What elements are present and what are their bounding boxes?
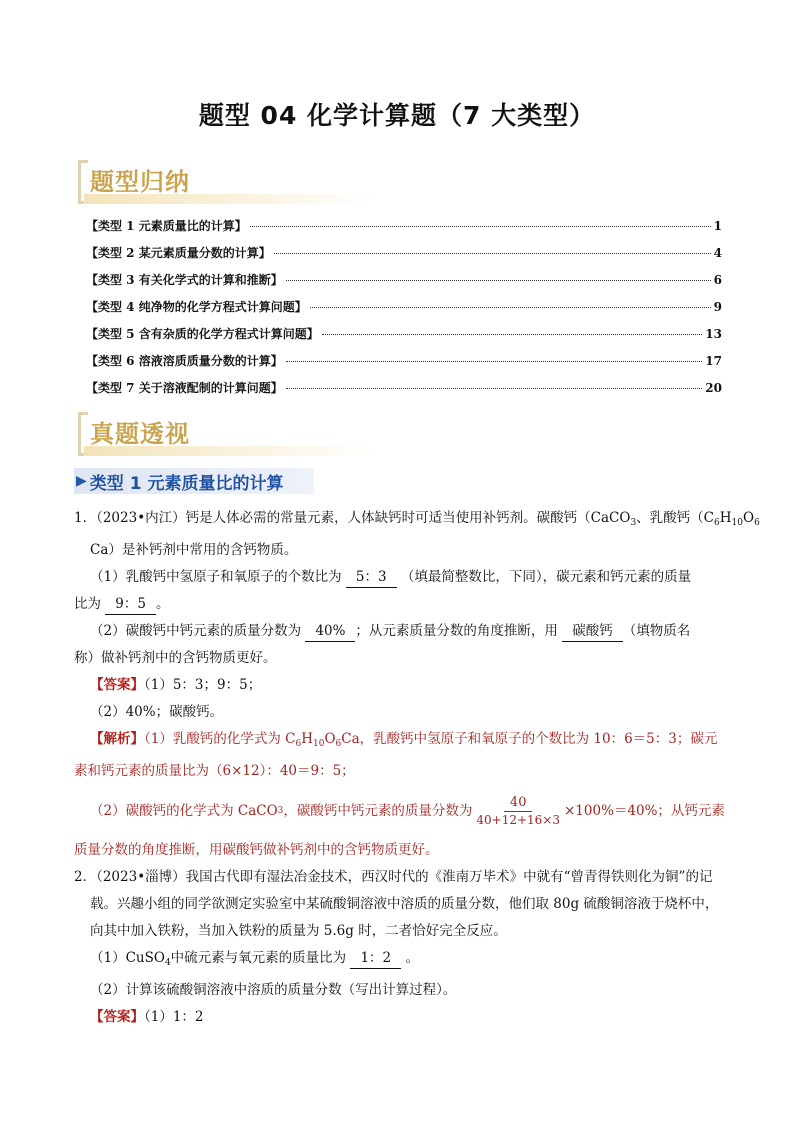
toc-label: 【类型 3 有关化学式的计算和推断】 [86,273,283,287]
toc-page-number: 9 [713,300,722,314]
toc-label: 【类型 4 纯净物的化学方程式计算问题】 [86,300,307,314]
q1-part2-cont: 称）做补钙剂中的含钙物质更好。 [74,650,277,666]
section-title: 真题透视 [90,420,190,448]
toc-entry[interactable] [86,352,722,379]
toc-leader-dots [286,361,703,362]
q2-part2: （2）计算该硫酸铜溶液中溶质的质量分数（写出计算过程）。 [90,982,457,998]
q2-stem-line2: 载。兴趣小组的同学欲测定实验室中某硫酸铜溶液中溶质的质量分数，他们取 80g 硫酸铜溶液于烧杯中， [90,896,719,912]
toc-leader-dots [250,226,711,227]
q1-explanation-3: （2）碳酸钙的化学式为 CaCO 3 ，碳酸钙中钙元素的质量分数为 $\frac{40}{40+12+16\times 3}$ ×100%＝40%；从钙元素 [90,794,725,827]
toc-page-number: 13 [705,327,722,341]
q1-part1-cont: 比为 9：5 。 [74,591,734,618]
question-content [74,505,760,1031]
toc-leader-dots [274,253,711,254]
toc-leader-dots [310,307,711,308]
q1-part2: （2）碳酸钙中钙元素的质量分数为 40% ；从元素质量分数的角度推断，用 碳酸钙 （填物质名 [74,618,734,645]
q1-stem-line2: Ca）是补钙剂中常用的含钙物质。 [90,542,298,558]
toc-entry[interactable] [86,217,722,244]
q1-explanation: 【解析】（1）乳酸钙的化学式为 $C_6H_{10}O_6Ca$，乳酸钙中氢原子和氧原子的个数比为 10：6＝5：3；碳元 [90,731,718,749]
fraction: $\frac{40}{40+12+16\times 3}$ [476,794,560,827]
toc-page-number: 4 [713,246,722,260]
answer-blank: 1：2 [350,948,401,969]
section-banner-exam [78,412,378,458]
toc-entry[interactable] [86,325,722,352]
section-title: 题型归纳 [90,168,190,196]
toc-label: 【类型 1 元素质量比的计算】 [86,219,247,233]
table-of-contents [86,217,722,406]
toc-label: 【类型 2 某元素质量分数的计算】 [86,246,271,260]
toc-page-number: 6 [713,273,722,287]
q1-explanation-2: 素和钙元素的质量比为（6×12）：40＝9：5； [74,763,355,779]
toc-label: 【类型 5 含有杂质的化学方程式计算问题】 [86,327,319,341]
toc-leader-dots [286,280,711,281]
answer-blank: 9：5 [105,594,156,615]
toc-leader-dots [322,334,703,335]
toc-page-number: 17 [705,354,722,368]
type-header-label: 类型 1 元素质量比的计算 [89,473,284,494]
type-1-header [74,468,314,494]
toc-page-number: 1 [713,219,722,233]
q1-stem-line1: 1．（2023•内江）钙是人体必需的常量元素，人体缺钙时可适当使用补钙剂。碳酸钙（CaCO$_3$、乳酸钙（$C_6H_{10}O_6$ [74,510,760,528]
toc-page-number: 20 [705,381,722,395]
section-banner-summary [78,160,378,206]
answer-blank: 40% [305,621,355,642]
answer-blank: 5：3 [346,567,397,588]
toc-entry[interactable] [86,379,722,406]
q1-part1: （1）乳酸钙中氢原子和氧原子的个数比为 5：3 （填最简整数比，下同），碳元素和钙元素的质量 [74,564,734,591]
toc-entry[interactable] [86,271,722,298]
q1-answer-2: （2）40%；碳酸钙。 [90,704,224,720]
toc-label: 【类型 7 关于溶液配制的计算问题】 [86,381,283,395]
q2-part1: （1）CuSO$_4$中硫元素与氧元素的质量比为 1：2 。 [90,950,419,968]
page-title: 题型 04 化学计算题（7 大类型） [198,101,596,130]
toc-label: 【类型 6 溶液溶质质量分数的计算】 [86,354,283,368]
q2-stem-line3: 向其中加入铁粉，当加入铁粉的质量为 5.6g 时，二者恰好完全反应。 [90,923,507,939]
play-arrow-icon: ▶ [76,473,87,489]
answer-blank: 碳酸钙 [562,621,623,642]
q2-stem-line1: 2．（2023•淄博）我国古代即有湿法冶金技术，西汉时代的《淮南万毕术》中就有“曾青得铁则化为铜”的记 [74,869,713,885]
q1-explanation-4: 质量分数的角度推断，用碳酸钙做补钙剂中的含钙物质更好。 [74,842,439,858]
q1-answer: 【答案】（1）5：3；9：5； [90,677,262,693]
q2-answer: 【答案】（1）1：2 [90,1009,204,1025]
toc-leader-dots [286,388,703,389]
toc-entry[interactable] [86,298,722,325]
toc-entry[interactable] [86,244,722,271]
